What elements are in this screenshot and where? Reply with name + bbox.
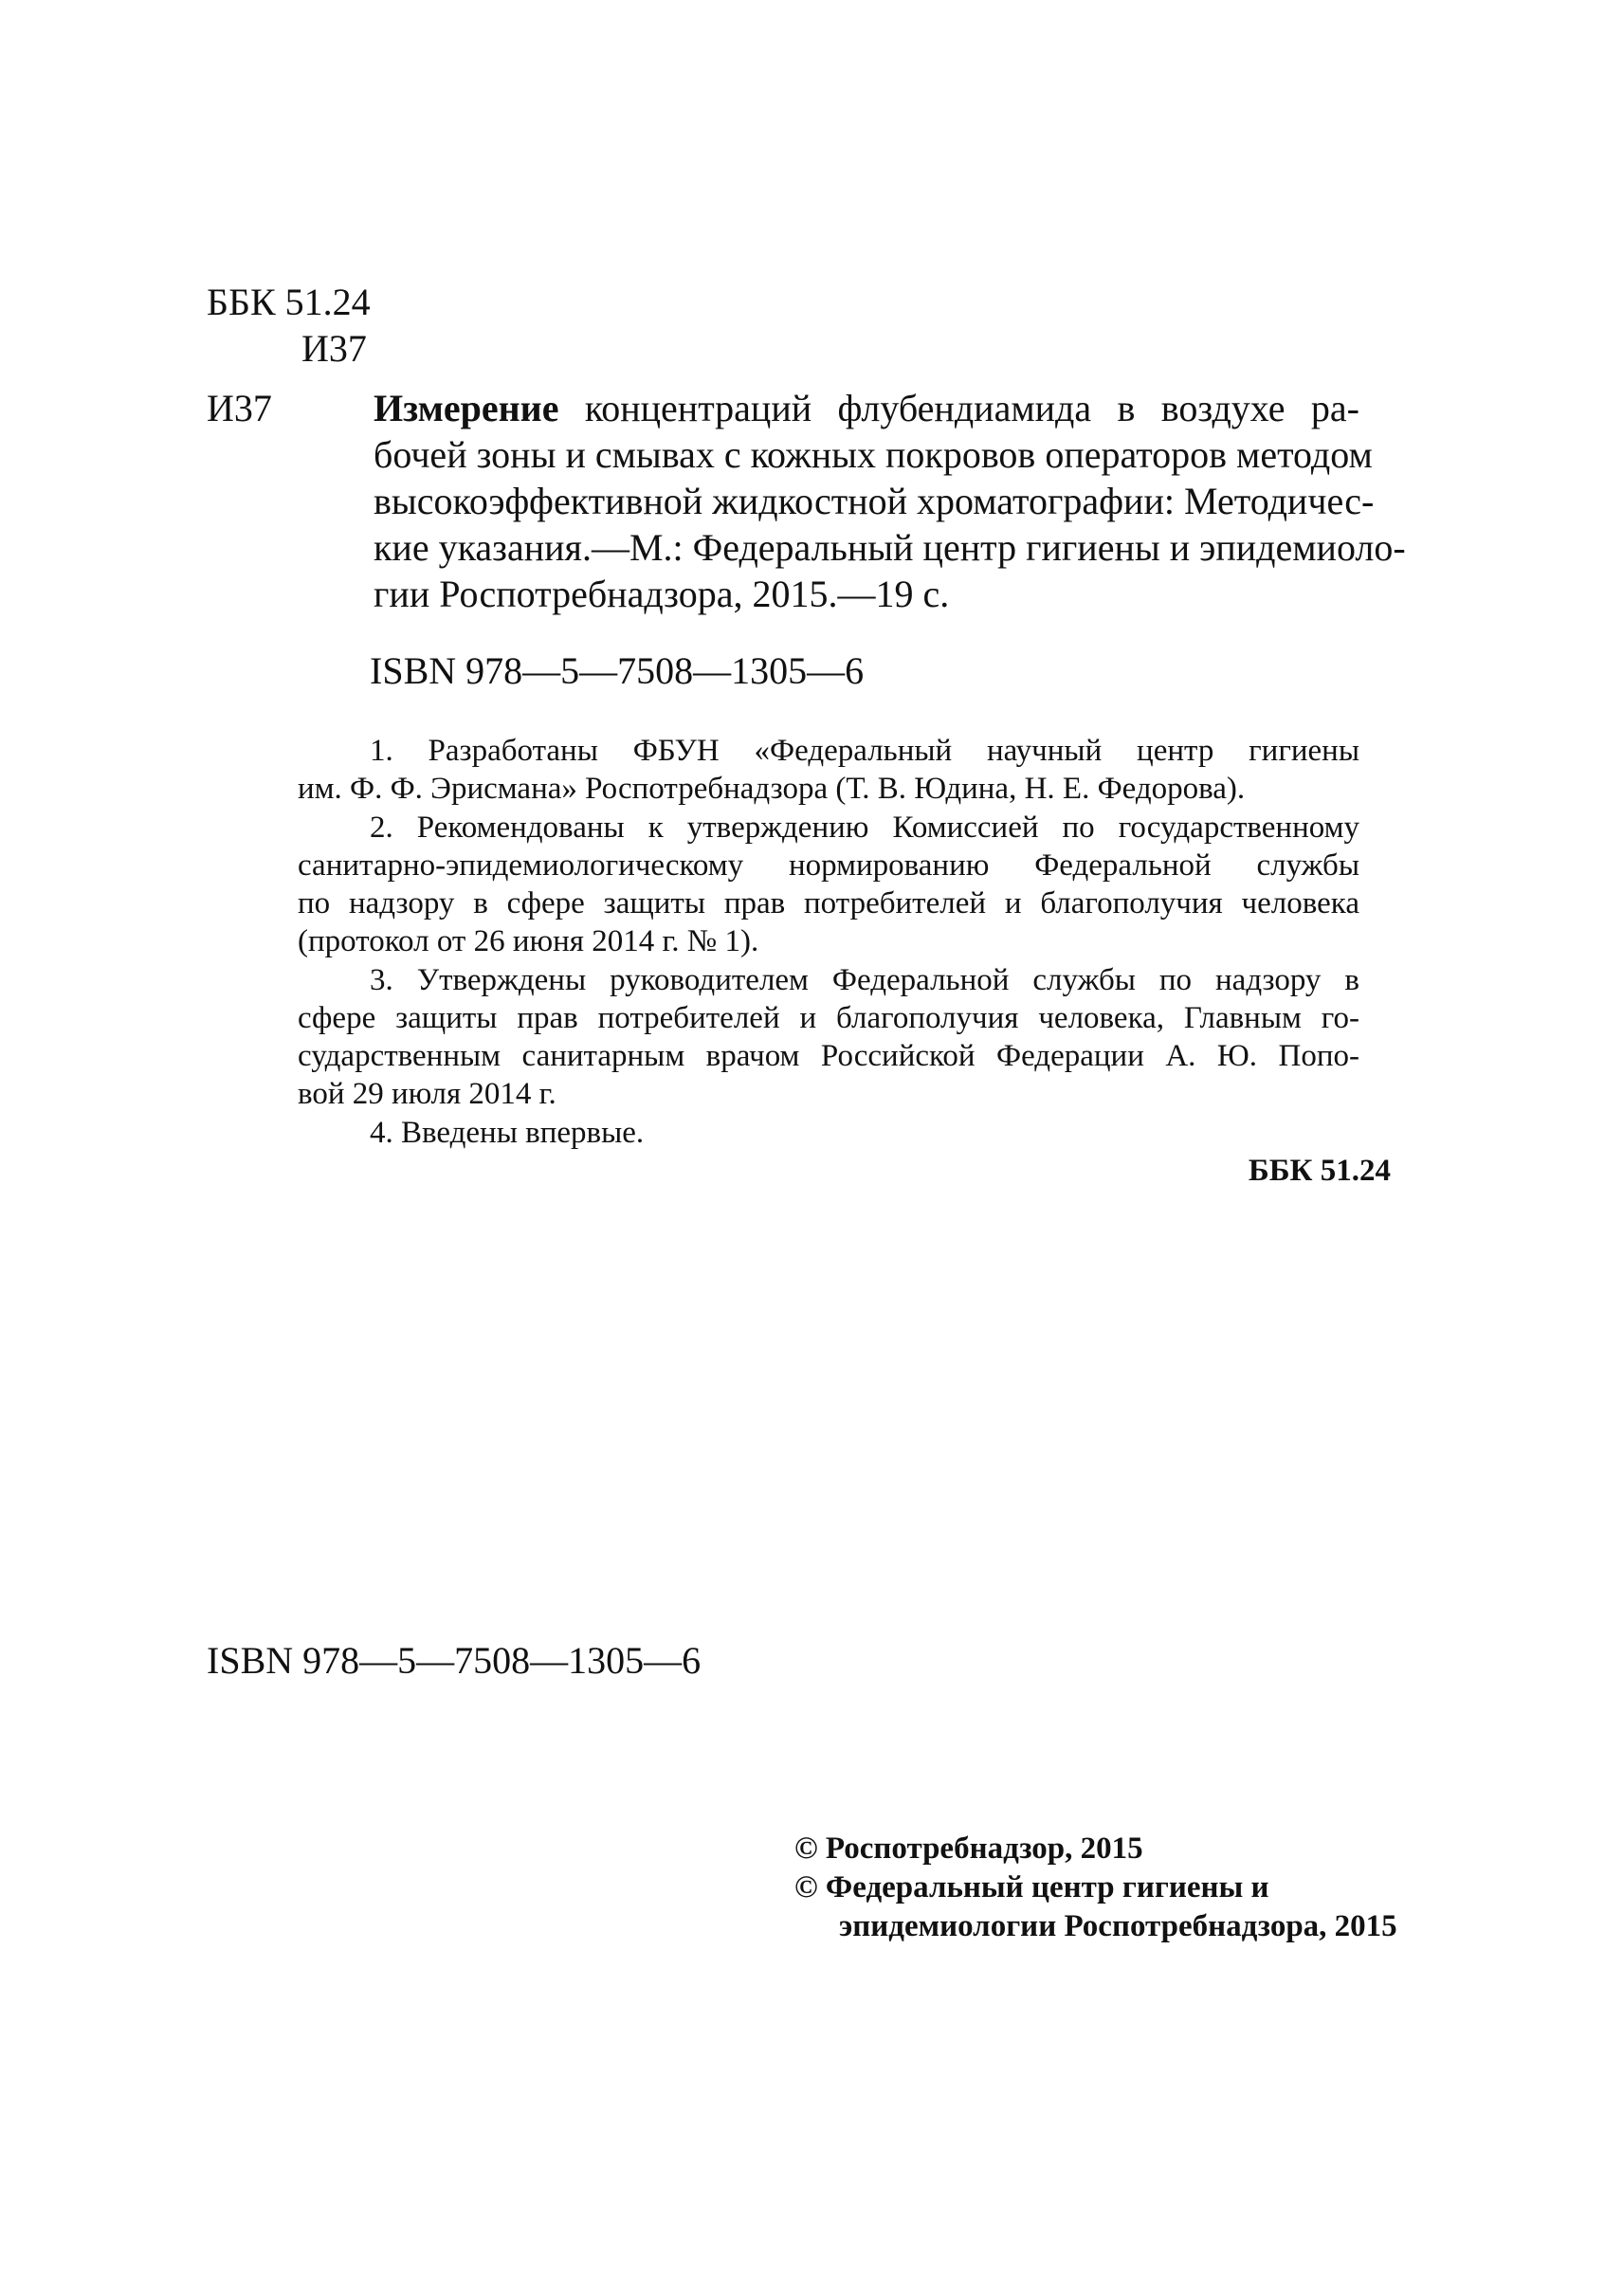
note-1-line-1: 1. Разработаны ФБУН «Федеральный научный центр гигиены — [370, 734, 1359, 768]
annotation-line-3: высокоэффективной жидкостной хроматографии: Методичес- — [374, 480, 1375, 522]
bbk-index-right: ББК 51.24 — [1248, 1154, 1391, 1188]
annotation-line-4: кие указания.—М.: Федеральный центр гигиены и эпидемиоло- — [374, 526, 1406, 569]
note-2-line-3: по надзору в сфере защиты прав потребителей и благополучия человека — [298, 886, 1359, 920]
note-3-line-3: сударственным санитарным врачом Российской Федерации А. Ю. Попо- — [298, 1039, 1359, 1073]
copyright-line-1: © Роспотребнадзор, 2015 — [794, 1831, 1143, 1866]
annotation-line-5: гии Роспотребнадзора, 2015.—19 с. — [374, 573, 950, 615]
annotation-line-2: бочей зоны и смывах с кожных покровов операторов методом — [374, 433, 1373, 476]
note-4: 4. Введены впервые. — [370, 1116, 645, 1150]
author-sign-left: И37 — [207, 387, 272, 429]
note-3-line-1: 3. Утверждены руководителем Федеральной службы по надзору в — [370, 963, 1359, 997]
bbk-index-header: ББК 51.24 — [207, 281, 371, 323]
annotation-title: Измерение — [374, 387, 559, 429]
note-1-line-2: им. Ф. Ф. Эрисмана» Роспотребнадзора (Т. В. Юдина, Н. Е. Федорова). — [298, 772, 1246, 806]
note-2-line-2: санитарно-эпидемиологическому нормированию Федеральной службы — [298, 848, 1359, 883]
annotation-line-1-text: концентраций флубендиамида в воздухе ра- — [558, 387, 1359, 429]
copyright-line-2: © Федеральный центр гигиены и — [794, 1870, 1269, 1904]
note-2-line-4: (протокол от 26 июня 2014 г. № 1). — [298, 924, 759, 958]
note-3-line-2: сфере защиты прав потребителей и благополучия человека, Главным го- — [298, 1001, 1359, 1035]
author-sign-header: И37 — [301, 327, 367, 370]
isbn-upper: ISBN 978—5—7508—1305—6 — [370, 649, 865, 692]
note-2-line-1: 2. Рекомендованы к утверждению Комиссией по государственному — [370, 811, 1359, 845]
copyright-line-3: эпидемиологии Роспотребнадзора, 2015 — [839, 1909, 1397, 1943]
note-3-line-4: вой 29 июля 2014 г. — [298, 1077, 556, 1111]
annotation-line-1 — [374, 385, 1359, 431]
isbn-lower: ISBN 978—5—7508—1305—6 — [207, 1639, 702, 1682]
